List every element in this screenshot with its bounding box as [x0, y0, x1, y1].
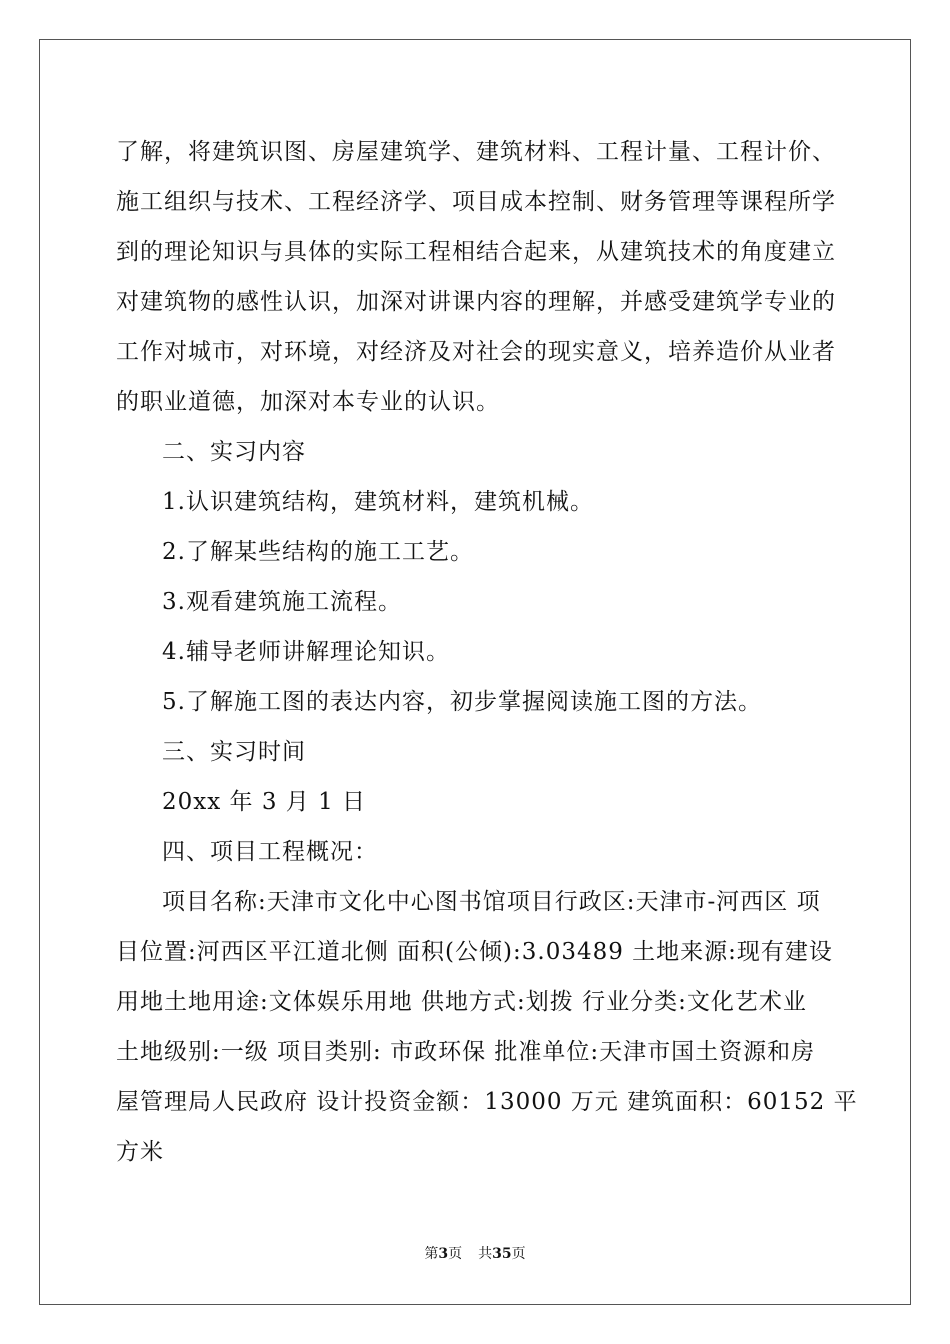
- list-item: 5.了解施工图的表达内容，初步掌握阅读施工图的方法。: [162, 689, 762, 715]
- text-line: 到的理论知识与具体的实际工程相结合起来，从建筑技术的角度建立: [116, 239, 836, 265]
- document-body: [116, 127, 858, 1177]
- list-item: 2.了解某些结构的施工工艺。: [162, 539, 474, 565]
- page-prefix: 第: [424, 1246, 439, 1262]
- text-line: 的职业道德，加深对本专业的认识。: [116, 389, 500, 415]
- total-suffix: 页: [511, 1246, 526, 1262]
- section-heading: 二、实习内容: [162, 439, 306, 465]
- page-suffix: 页: [448, 1246, 463, 1262]
- text-line: 了解，将建筑识图、房屋建筑学、建筑材料、工程计量、工程计价、: [116, 139, 836, 165]
- date-text: 20xx 年 3 月 1 日: [162, 789, 367, 815]
- text-line: 项目名称:天津市文化中心图书馆项目行政区:天津市-河西区 项: [162, 889, 821, 915]
- text-line: 土地级别:一级 项目类别: 市政环保 批准单位:天津市国土资源和房: [116, 1039, 816, 1065]
- text-line: 工作对城市，对环境，对经济及对社会的现实意义，培养造价从业者: [116, 339, 836, 365]
- page-footer: [0, 1244, 950, 1264]
- text-line: 屋管理局人民政府 设计投资金额：13000 万元 建筑面积：60152 平: [116, 1089, 858, 1115]
- text-line: 用地土地用途:文体娱乐用地 供地方式:划拨 行业分类:文化艺术业: [116, 989, 807, 1015]
- section-heading: 四、项目工程概况：: [162, 839, 378, 865]
- total-pages: 35: [492, 1246, 512, 1262]
- text-line: 目位置:河西区平江道北侧 面积(公倾):3.03489 土地来源:现有建设: [116, 939, 833, 965]
- list-item: 1.认识建筑结构，建筑材料，建筑机械。: [162, 489, 594, 515]
- page-number: 3: [438, 1246, 449, 1262]
- section-heading: 三、实习时间: [162, 739, 306, 765]
- list-item: 3.观看建筑施工流程。: [162, 589, 402, 615]
- list-item: 4.辅导老师讲解理论知识。: [162, 639, 450, 665]
- text-line: 方米: [116, 1139, 164, 1165]
- text-line: 施工组织与技术、工程经济学、项目成本控制、财务管理等课程所学: [116, 189, 836, 215]
- total-prefix: 共: [478, 1246, 493, 1262]
- text-line: 对建筑物的感性认识，加深对讲课内容的理解，并感受建筑学专业的: [116, 289, 836, 315]
